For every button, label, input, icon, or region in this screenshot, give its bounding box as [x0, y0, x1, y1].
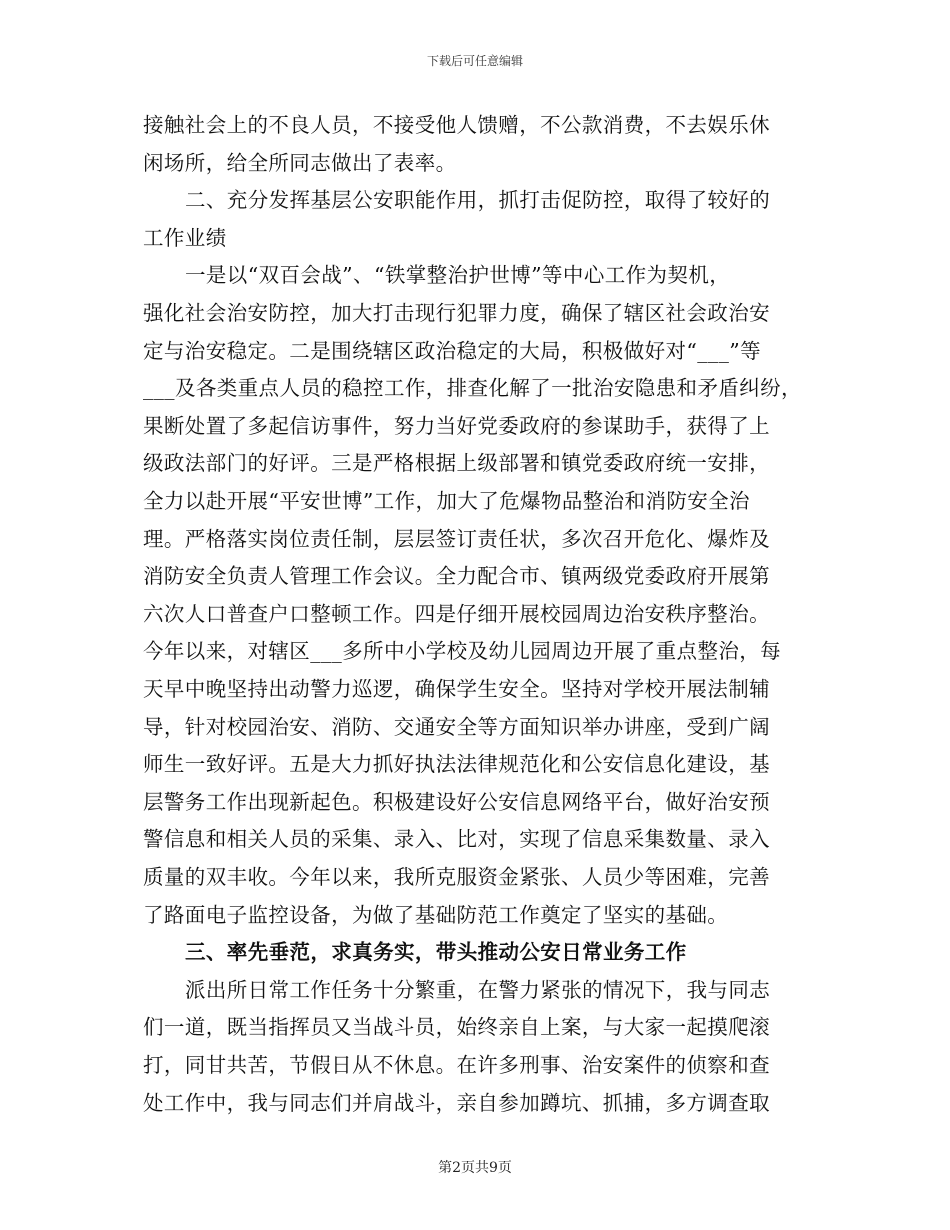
text-line: 全力以赴开展“平安世博”工作，加大了危爆物品整治和消防安全治 — [143, 489, 750, 513]
text-line: 派出所日常工作任务十分繁重，在警力紧张的情况下，我与同志 — [185, 977, 771, 1002]
text-line: 们一道，既当指挥员又当战斗员，始终亲自上案，与大家一起摸爬滚 — [143, 1015, 770, 1040]
text-line: 层警务工作出现新起色。积极建设好公安信息网络平台，做好治安预 — [143, 789, 770, 814]
page-header: 下载后可任意编辑 — [426, 54, 523, 68]
text-line: ___及各类重点人员的稳控工作，排查化解了一批治安隐患和矛盾纠纷， — [143, 376, 802, 401]
text-line: 了路面电子监控设备，为做了基础防范工作奠定了坚实的基础。 — [143, 902, 729, 927]
text-line: 定与治安稳定。二是围绕辖区政治稳定的大局，积极做好对“___”等 — [143, 338, 762, 363]
text-line: 理。严格落实岗位责任制，层层签订责任状，多次召开危化、爆炸及 — [143, 526, 770, 551]
text-line: 天早中晚坚持出动警力巡逻，确保学生安全。坚持对学校开展法制辅 — [143, 677, 770, 701]
text-line: 警信息和相关人员的采集、录入、比对，实现了信息采集数量、录入 — [143, 827, 770, 852]
page-footer: 第2页共9页 — [438, 1160, 512, 1176]
text-line: 六次人口普查户口整顿工作。四是仔细开展校园周边治安秩序整治。 — [143, 601, 770, 626]
text-line: 师生一致好评。五是大力抓好执法法律规范化和公安信息化建设，基 — [143, 752, 770, 777]
text-line: 二、充分发挥基层公安职能作用，抓打击促防控，取得了较好的 — [185, 188, 771, 213]
text-line: 果断处置了多起信访事件，努力当好党委政府的参谋助手，获得了上 — [143, 413, 770, 438]
text-line: 闲场所，给全所同志做出了表率。 — [143, 150, 457, 175]
text-line: 打，同甘共苦，节假日从不休息。在许多刑事、治安案件的侦察和查 — [143, 1053, 770, 1077]
text-line: 消防安全负责人管理工作会议。全力配合市、镇两级党委政府开展第 — [143, 564, 770, 589]
text-line: 接触社会上的不良人员，不接受他人馈赠，不公款消费，不去娱乐休 — [143, 113, 770, 137]
text-line: 工作业绩 — [143, 225, 227, 250]
text-line: 三、率先垂范，求真务实，带头推动公安日常业务工作 — [185, 940, 687, 965]
text-line: 质量的双丰收。今年以来，我所克服资金紧张、人员少等困难，完善 — [143, 865, 770, 889]
text-line: 一是以“双百会战”、“铁掌整治护世博”等中心工作为契机， — [185, 263, 731, 288]
text-line: 级政法部门的好评。三是严格根据上级部署和镇党委政府统一安排， — [143, 451, 770, 476]
text-line: 导，针对校园治安、消防、交通安全等方面知识举办讲座，受到广阔 — [143, 714, 770, 739]
text-line: 今年以来，对辖区___多所中小学校及幼儿园周边开展了重点整治，每 — [143, 639, 782, 664]
text-line: 处工作中，我与同志们并肩战斗，亲自参加蹲坑、抓捕，多方调查取 — [143, 1090, 770, 1115]
text-line: 强化社会治安防控，加大打击现行犯罪力度，确保了辖区社会政治安 — [143, 301, 770, 325]
